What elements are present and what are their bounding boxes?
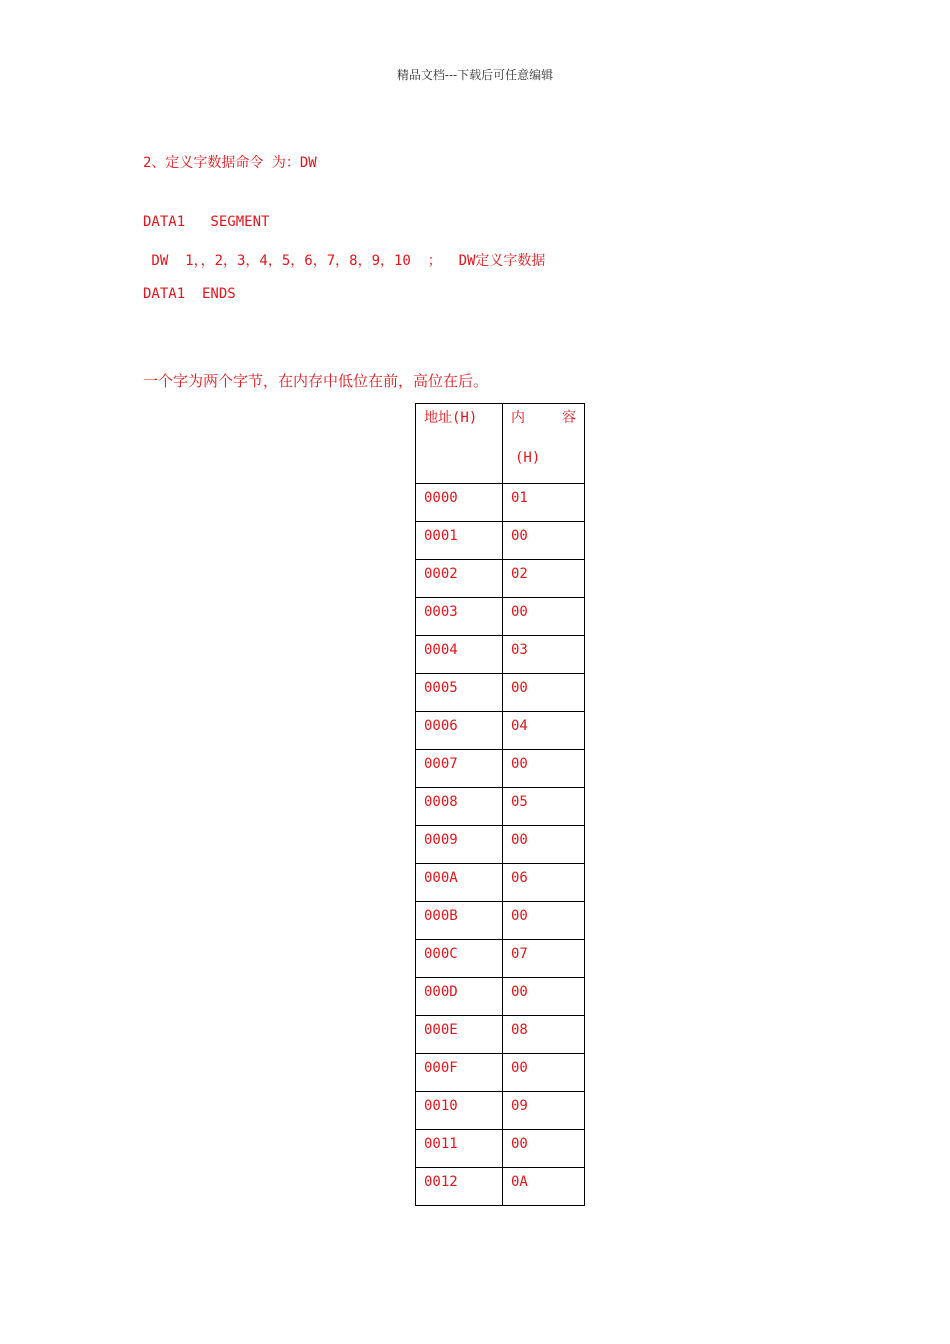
table-row	[416, 864, 585, 902]
table-row	[416, 1130, 585, 1168]
section-heading: 2、定义字数据命令 为：DW	[143, 155, 317, 171]
table-row	[416, 940, 585, 978]
table-row	[416, 674, 585, 712]
code-segment-end: DATA1 ENDS	[143, 286, 236, 302]
address-cell: 000A	[416, 864, 503, 902]
table-row	[416, 750, 585, 788]
address-cell: 0004	[416, 636, 503, 674]
code-dw-line: DW 1，，2，3，4，5，6，7，8，9，10 ； DW定义字数据	[143, 253, 546, 269]
table-row	[416, 902, 585, 940]
content-cell: 00	[503, 902, 585, 940]
content-cell: 00	[503, 598, 585, 636]
content-cell: 03	[503, 636, 585, 674]
content-cell: 00	[503, 978, 585, 1016]
address-cell: 0005	[416, 674, 503, 712]
content-header-char-2: 容	[562, 410, 576, 426]
address-cell: 000E	[416, 1016, 503, 1054]
address-cell: 0000	[416, 484, 503, 522]
content-cell: 01	[503, 484, 585, 522]
address-cell: 0012	[416, 1168, 503, 1206]
table-row	[416, 978, 585, 1016]
table-row	[416, 712, 585, 750]
content-cell: 02	[503, 560, 585, 598]
address-column-header: 地址(H)	[416, 404, 503, 484]
content-cell: 08	[503, 1016, 585, 1054]
content-cell: 00	[503, 1054, 585, 1092]
content-column-header	[503, 404, 585, 484]
content-cell: 00	[503, 826, 585, 864]
content-cell: 05	[503, 788, 585, 826]
table-row	[416, 522, 585, 560]
table-row	[416, 1016, 585, 1054]
address-cell: 0003	[416, 598, 503, 636]
address-cell: 0007	[416, 750, 503, 788]
table-row	[416, 826, 585, 864]
table-row	[416, 788, 585, 826]
address-cell: 000C	[416, 940, 503, 978]
content-header-char-1: 内	[511, 410, 525, 426]
content-header-unit: (H)	[515, 450, 541, 466]
content-cell: 00	[503, 522, 585, 560]
memory-table	[415, 403, 585, 1206]
address-cell: 0002	[416, 560, 503, 598]
table-header-row	[416, 404, 585, 484]
address-cell: 000D	[416, 978, 503, 1016]
address-cell: 0009	[416, 826, 503, 864]
code-segment-start: DATA1 SEGMENT	[143, 214, 270, 230]
content-cell: 07	[503, 940, 585, 978]
address-cell: 0011	[416, 1130, 503, 1168]
address-cell: 0008	[416, 788, 503, 826]
table-row	[416, 560, 585, 598]
table-row	[416, 598, 585, 636]
address-cell: 0006	[416, 712, 503, 750]
table-row	[416, 1168, 585, 1206]
address-cell: 000B	[416, 902, 503, 940]
address-cell: 0001	[416, 522, 503, 560]
content-cell: 00	[503, 674, 585, 712]
table-row	[416, 636, 585, 674]
address-cell: 000F	[416, 1054, 503, 1092]
explanation-note: 一个字为两个字节，在内存中低位在前，高位在后。	[143, 372, 489, 390]
content-cell: 00	[503, 750, 585, 788]
content-cell: 06	[503, 864, 585, 902]
page-header: 精品文档---下载后可任意编辑	[396, 68, 554, 82]
table-row	[416, 1054, 585, 1092]
table-row	[416, 484, 585, 522]
table-row	[416, 1092, 585, 1130]
content-cell: 04	[503, 712, 585, 750]
address-cell: 0010	[416, 1092, 503, 1130]
content-cell: 00	[503, 1130, 585, 1168]
content-cell: 09	[503, 1092, 585, 1130]
content-cell: 0A	[503, 1168, 585, 1206]
